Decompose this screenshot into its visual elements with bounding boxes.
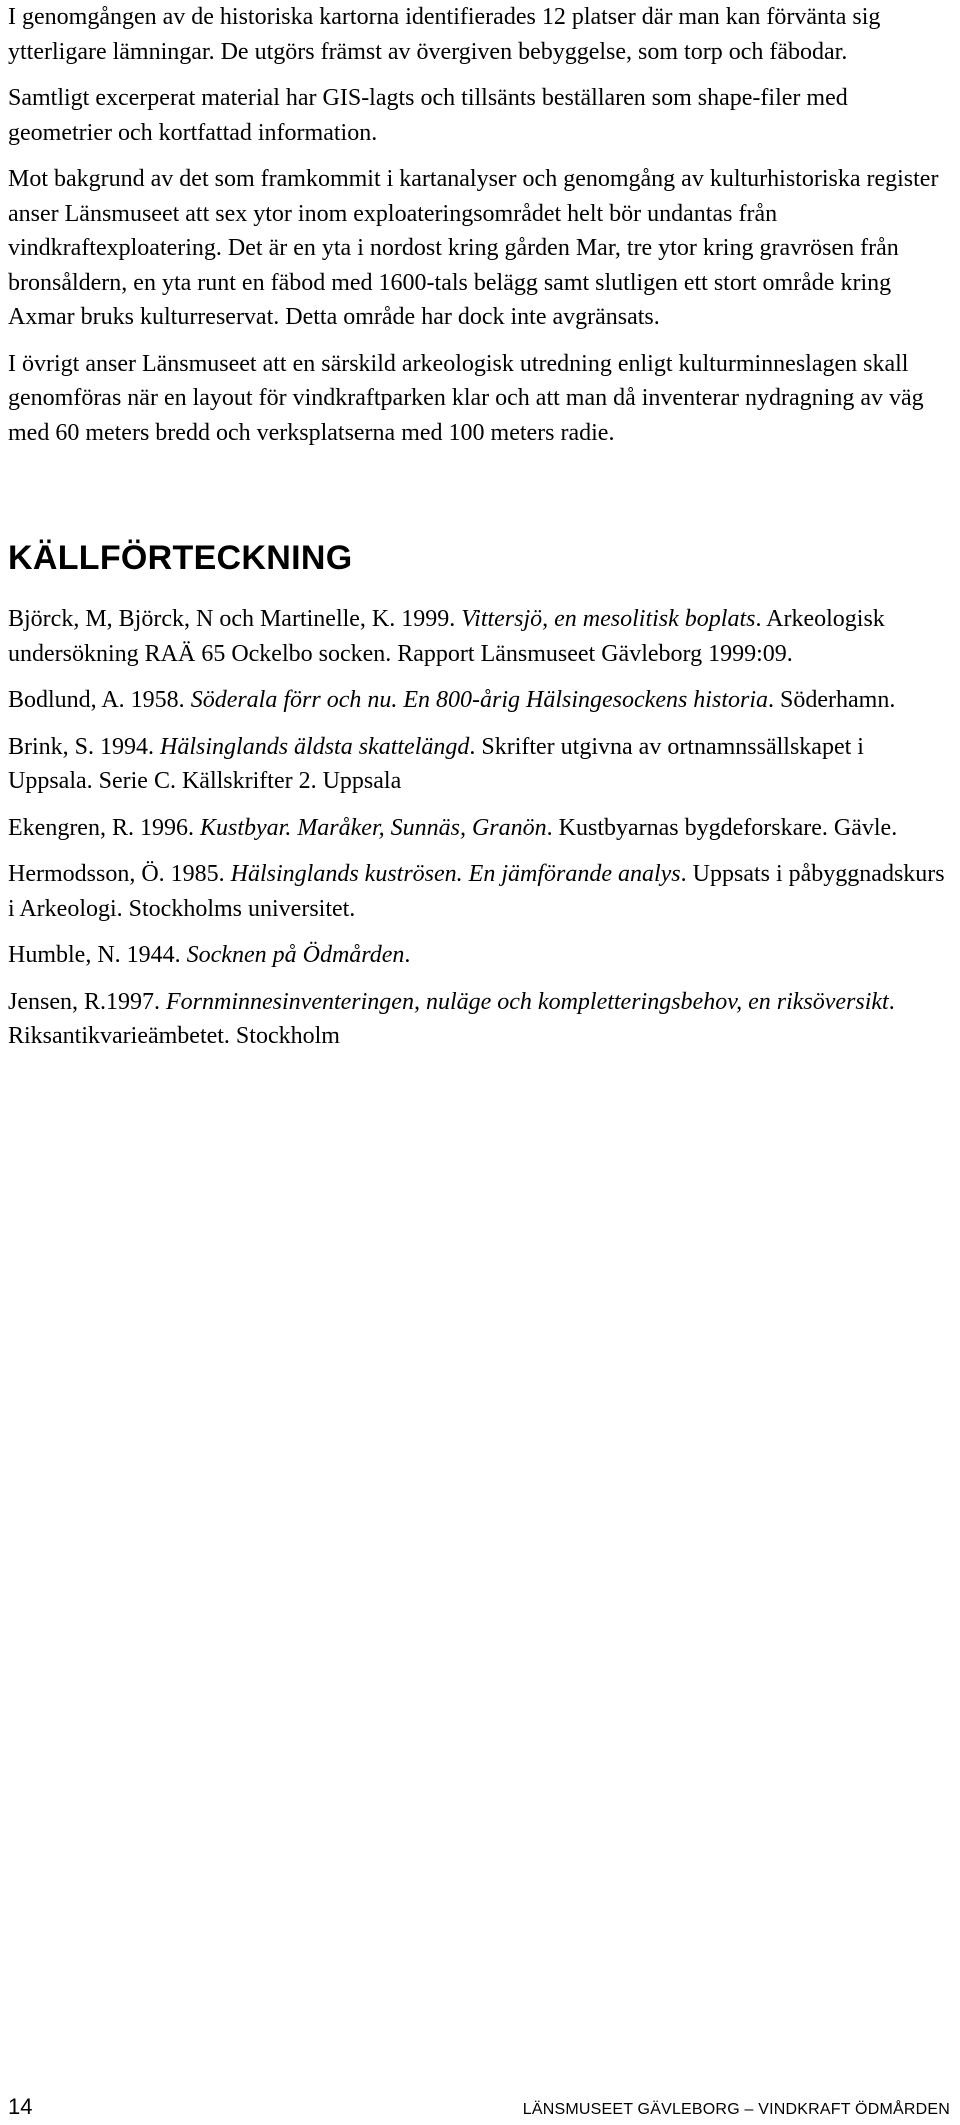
reference-entry: Jensen, R.1997. Fornminnesinventeringen, nuläge och kompletteringsbehov, en riksöversikt. Riksantikvarieämbetet. Stockholm (8, 988, 895, 1049)
reference-entry: Humble, N. 1944. Socknen på Ödmården. (8, 942, 411, 968)
page-number: 14 (8, 2094, 33, 2119)
reference-entry: Hermodsson, Ö. 1985. Hälsinglands kuströsen. En jämförande analys. Uppsats i påbyggnadskurs i Arkeologi. Stockholms universitet. (8, 861, 945, 922)
reference-list (8, 602, 952, 1054)
body-paragraph: Mot bakgrund av det som framkommit i kartanalyser och genomgång av kulturhistoriska register anser Länsmuseet att sex ytor inom exploateringsområdet helt bör undantas från vindkraftexploatering. Det är en yta i nordost kring gården Mar, tre ytor kring gravrösen från bronsåldern, en yta runt en fäbod med 1600-tals belägg samt slutligen ett stort område kring Axmar bruks kulturreservat. Detta område har dock inte avgränsats. (8, 166, 939, 330)
body-paragraph: I övrigt anser Länsmuseet att en särskild arkeologisk utredning enligt kulturminneslagen skall genomföras när en layout för vindkraftparken klar och att man då inventerar nydragning av väg med 60 meters bredd och verksplatserna med 100 meters radie. (8, 350, 924, 446)
reference-entry: Bodlund, A. 1958. Söderala förr och nu. En 800-årig Hälsingesockens historia. Söderhamn. (8, 687, 896, 713)
reference-entry: Ekengren, R. 1996. Kustbyar. Maråker, Sunnäs, Granön. Kustbyarnas bygdeforskare. Gävle. (8, 814, 898, 841)
reference-entry: Brink, S. 1994. Hälsinglands äldsta skattelängd. Skrifter utgivna av ortnamnssällskapet i Uppsala. Serie C. Källskrifter 2. Uppsala (8, 733, 864, 794)
reference-entry: Björck, M, Björck, N och Martinelle, K. 1999. Vittersjö, en mesolitisk boplats. Arkeologisk undersökning RAÄ 65 Ockelbo socken. Rapport Länsmuseet Gävleborg 1999:09. (8, 606, 885, 667)
document-page (8, 0, 952, 1066)
section-heading: KÄLLFÖRTECKNING (8, 539, 353, 577)
body-paragraph: Samtligt excerperat material har GIS-lagts och tillsänts beställaren som shape-filer med geometrier och kortfattad information. (8, 85, 848, 146)
footer-title: LÄNSMUSEET GÄVLEBORG – VINDKRAFT ÖDMÅRDEN (522, 2101, 950, 2118)
body-paragraph: I genomgången av de historiska kartorna identifierades 12 platser där man kan förvänta sig ytterligare lämningar. De utgörs främst av övergiven bebyggelse, som torp och fäbodar. (8, 4, 881, 65)
